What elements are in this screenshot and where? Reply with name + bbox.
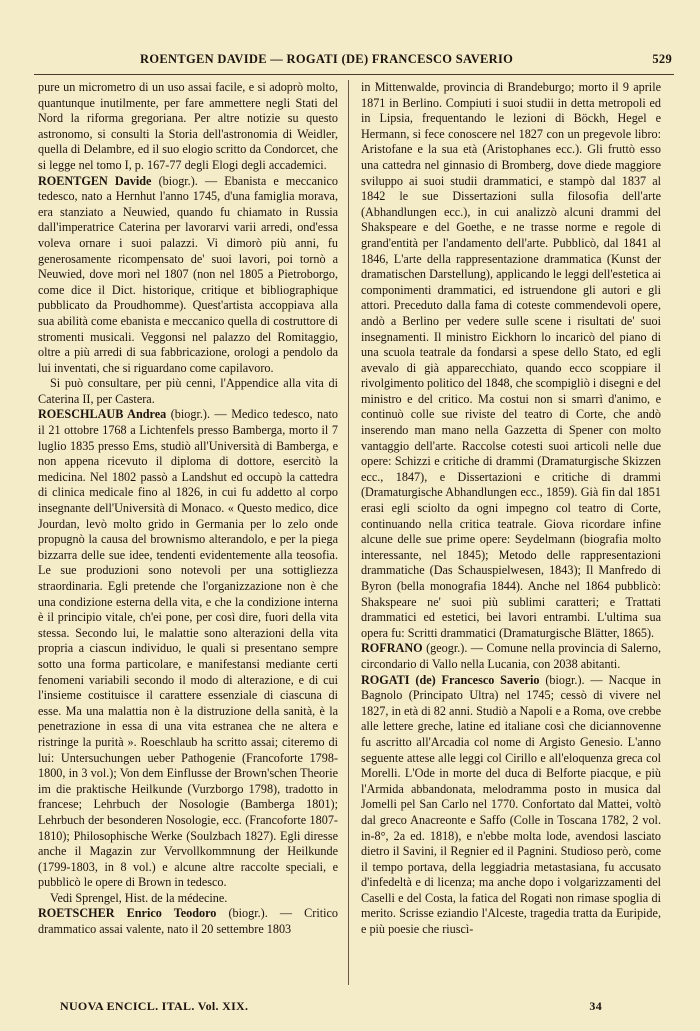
column-divider	[348, 80, 349, 985]
entry-rogati	[361, 673, 661, 938]
entry-roeschlaub	[38, 407, 338, 890]
running-head	[24, 52, 672, 72]
entry-note: Vedi Sprengel, Hist. de la médecine.	[50, 890, 228, 905]
headword: ROGATI (de) Francesco Saverio	[361, 672, 540, 687]
running-title: ROENTGEN DAVIDE — ROGATI (DE) FRANCESCO SAVERIO	[140, 52, 514, 66]
entry-text: (geogr.). — Comune nella provincia di Salerno, circondario di Vallo nella Lucania, con 2038 abitanti.	[361, 641, 661, 671]
entry-rofrano	[361, 641, 661, 672]
entry-text: (biogr.). — Nacque in Bagnolo (Principato Ultra) nel 1745; cessò di vivere nel 1827, in età di 82 anni. Studiò a Napoli e a Roma, ove crebbe alle lettere greche, latine ed italiane così che diciannovenne fu ascritto all'Arcadia col nome di Argisto Genesio. L'anno seguente attese alle leggi col Cirillo e all'eloquenza greca col Morelli. L'Ode in morte del duca di Belforte piacque, e più l'Armida abbandonata, melodramma posto in musica dal Jomelli pel San Carlo nel 1770. Confortato dal Mattei, voltò dal greco Anacreonte e Saffo (Colle in Toscana 1782, 2 vol. in-8°, 2a ed. 1818), e n'ebbe molta lode, avendosi lasciato dietro il Savini, il Regnier ed il Pagnini. Studioso però, come il tempo portava, della leggiadria metastasiana, fu accusato d'infedeltà e di licenza; ma anche dopo i volgarizzamenti del Caselli e del Costa, la fatica del Rogati non rimase spoglia di merito. Scrisse eziandio l'Alceste, tragedia tratta da Euripide, e più poesie che riuscì-	[361, 672, 661, 937]
entry-continuation: pure un micrometro di un uso assai facile, e si adoprò molto, quantunque inutilmente, per fare ammettere negli Stati del Nord la riforma gregoriana. Per altre notizie su questo astronomo, si consulti la Storia dell'astronomia di Weidler, quella di Delambre, ed il suo elogio scritto da Condorcet, che si legge nel tomo I, p. 167-77 degli Elogi degli accademici.	[38, 80, 338, 172]
volume-signature: NUOVA ENCICL. ITAL. Vol. XIX.	[60, 999, 249, 1013]
entry-roetscher	[38, 906, 338, 937]
right-column	[361, 80, 661, 985]
headword: ROENTGEN Davide	[38, 173, 152, 188]
entry-text: (biogr.). — Critico drammatico assai valente, nato il 20 settembre 1803	[38, 906, 338, 937]
sheet-number: 34	[589, 999, 602, 1013]
headword: ROESCHLAUB Andrea	[38, 407, 167, 422]
headword: ROETSCHER Enrico Teodoro	[38, 906, 217, 921]
page-footer	[60, 999, 672, 1017]
entry-continuation: in Mittenwalde, provincia di Brandeburgo; morto il 9 aprile 1871 in Berlino. Compiuti i suoi studii in detta metropoli ed in Lipsia, frequentando le lezioni di Böckh, Hegel e Hermann, si fece conoscere nel 1827 con un pregevole libro: Aristofane e la sua età (Aristophanes ecc.). Gli fruttò esso una cattedra nel ginnasio di Bromberg, dove diede maggiore sviluppo ai suoi studii drammatici, e stampò dal 1837 al 1842 le sue Dissertazioni sulla filosofia dell'arte (Abhandlungen ecc.), in cui analizzò alcuni drammi del Shakspeare e del Goethe, e ne trasse norme e regole di grand'entità per l'andamento dell'arte. Pubblicò, dal 1841 al 1846, L'arte della rappresentazione drammatica (Kunst der dramatischen Darstellung), applicando le leggi dell'estetica ai componimenti drammatici, ed istruendone gli autori e gli attori. Preceduto dalla fama di coteste commendevoli opere, andò a Berlino per vedere sulle scene i risultati de' suoi insegnamenti. Il ministro Eickhorn lo incaricò del piano di una scuola teatrale da fondarsi a spese dello Stato, ed egli avevalo di già apparecchiato, quando ecco scoppiare il rivolgimento politico del 1848, che scompigliò i disegni e del ministro e del critico. Ma costui non si smarrì d'animo, e continuò colle sue riviste del teatro di Corte, che andò inserendo man mano nella Gazzetta di Spener con molto vantaggio dell'arte. Raccolse cotesti suoi articoli nelle due opere: Schizzi e critiche di drammi (Dramaturgische Skizzen ecc., 1847), e Dissertazioni e critiche di drammi (Dramaturgische Abhandlungen ecc., 1859). Già fin dal 1851 erasi egli sciolto da ogni impegno col teatro di Corte, continuando nella critica teatrale. Giova ricordare infine alcune delle sue prime opere: Seydelmann (biografia molto interessante, nel 1845); Metodo delle rappresentazioni drammatiche (Das Schauspielwesen, 1843); Il Manfredo di Byron (bella monografia 1844). Anche nel 1864 pubblicò: Shakspeare ne' suoi più sublimi caratteri; e Trattati drammatici ed estetici, bei lavori entrambi. L'ultima sua opera fu: Scritti drammatici (Dramaturgische Blätter, 1865).	[361, 80, 661, 640]
entry-text: (biogr.). — Ebanista e meccanico tedesco, nato a Hernhut l'anno 1745, d'una famiglia morava, era stanziato a Neuwied, quando fu chiamato in Russia dall'imperatrice Caterina per lavorarvi varii arredi, ond'essa voleva ornare i suoi palazzi. Vi dimorò più anni, fu generosamente ricompensato de' suoi lavori, poi tornò a Neuwied, dove morì nel 1807 (non nel 1805 a Pietroborgo, come dice il Dict. historique, critique et bibliographique pubblicato da Proudhomme). Quest'artista accoppiava alla sua abilità come ebanista e meccanico quella di costruttore di stromenti musicali. Veggonsi nel palazzo del Romitaggio, oltre a più arredi di sua fabbricazione, orologi a pendolo da lui inventati, che si riguardano come capilavoro.	[38, 173, 338, 375]
entry-roentgen	[38, 174, 338, 377]
header-rule	[34, 74, 674, 75]
page-number: 529	[652, 52, 672, 66]
entry-text: (biogr.). — Medico tedesco, nato il 21 ottobre 1768 a Lichtenfels presso Bamberga, morto il 7 luglio 1835 presso Ems, studiò all'Università di Bamberga, e non appena ricevuto il diploma di dottore, esercitò la medicina. Nel 1802 passò a Landshut ed occupò la cattedra di clinica medicale fino al 1826, in cui fu addetto al corpo insegnante dell'Università di Monaco. « Questo medico, dice Jourdan, levò molto grido in Germania per lo zelo onde propugnò la causa del brownismo alterandolo, e per la piega bizzarra delle sue idee, tendenti evidentemente alla teosofia. Le sue produzioni sono notevoli per una sottigliezza straordinaria. Egli pretende che l'organizzazione non è che una condizione esterna della vita, e che la condizione interna è il principio vitale, ch'ei pone, per così dire, fuori della vita stessa. Secondo lui, le malattie sono alterazioni della vita propria a ciascun individuo, le quali si presentano sempre sotto una forma particolare, e manifestansi mediante certi fenomeni variabili secondo il modo di alterazione, e di cui l'insieme costituisce il carattere essenziale di ciascuna di esse. Ma una malattia non è la distruzione della sanità, è la penetrazione in essa di una vita estranea che ne altera e ristringe la purità ». Roeschlaub ha scritto assai; citeremo di lui: Untersuchungen ueber Pathogenie (Francoforte 1798-1800, in 3 vol.); Von dem Einflusse der Brown'schen Theorie im die praktische Heilkunde (Vurzborgo 1798), tradotto in francese; Lehrbuch der Nosologie (Bamberga 1801); Lehrbuch der besonderen Nosologie, ecc. (Francoforte 1807-1810); Philosophische Werke (Soulzbach 1827). Egli diresse anche il Magazin zur Vervollkommnung der Heilkunde (1799-1803, in 8 vol.) e alcune altre raccolte speciali, e pubblicò le opere di Brown in tedesco.	[38, 407, 338, 890]
entry-note: Si può consultare, per più cenni, l'Appendice alla vita di Caterina II, per Castera.	[38, 376, 338, 406]
left-column	[38, 80, 338, 985]
headword: ROFRANO	[361, 641, 423, 656]
